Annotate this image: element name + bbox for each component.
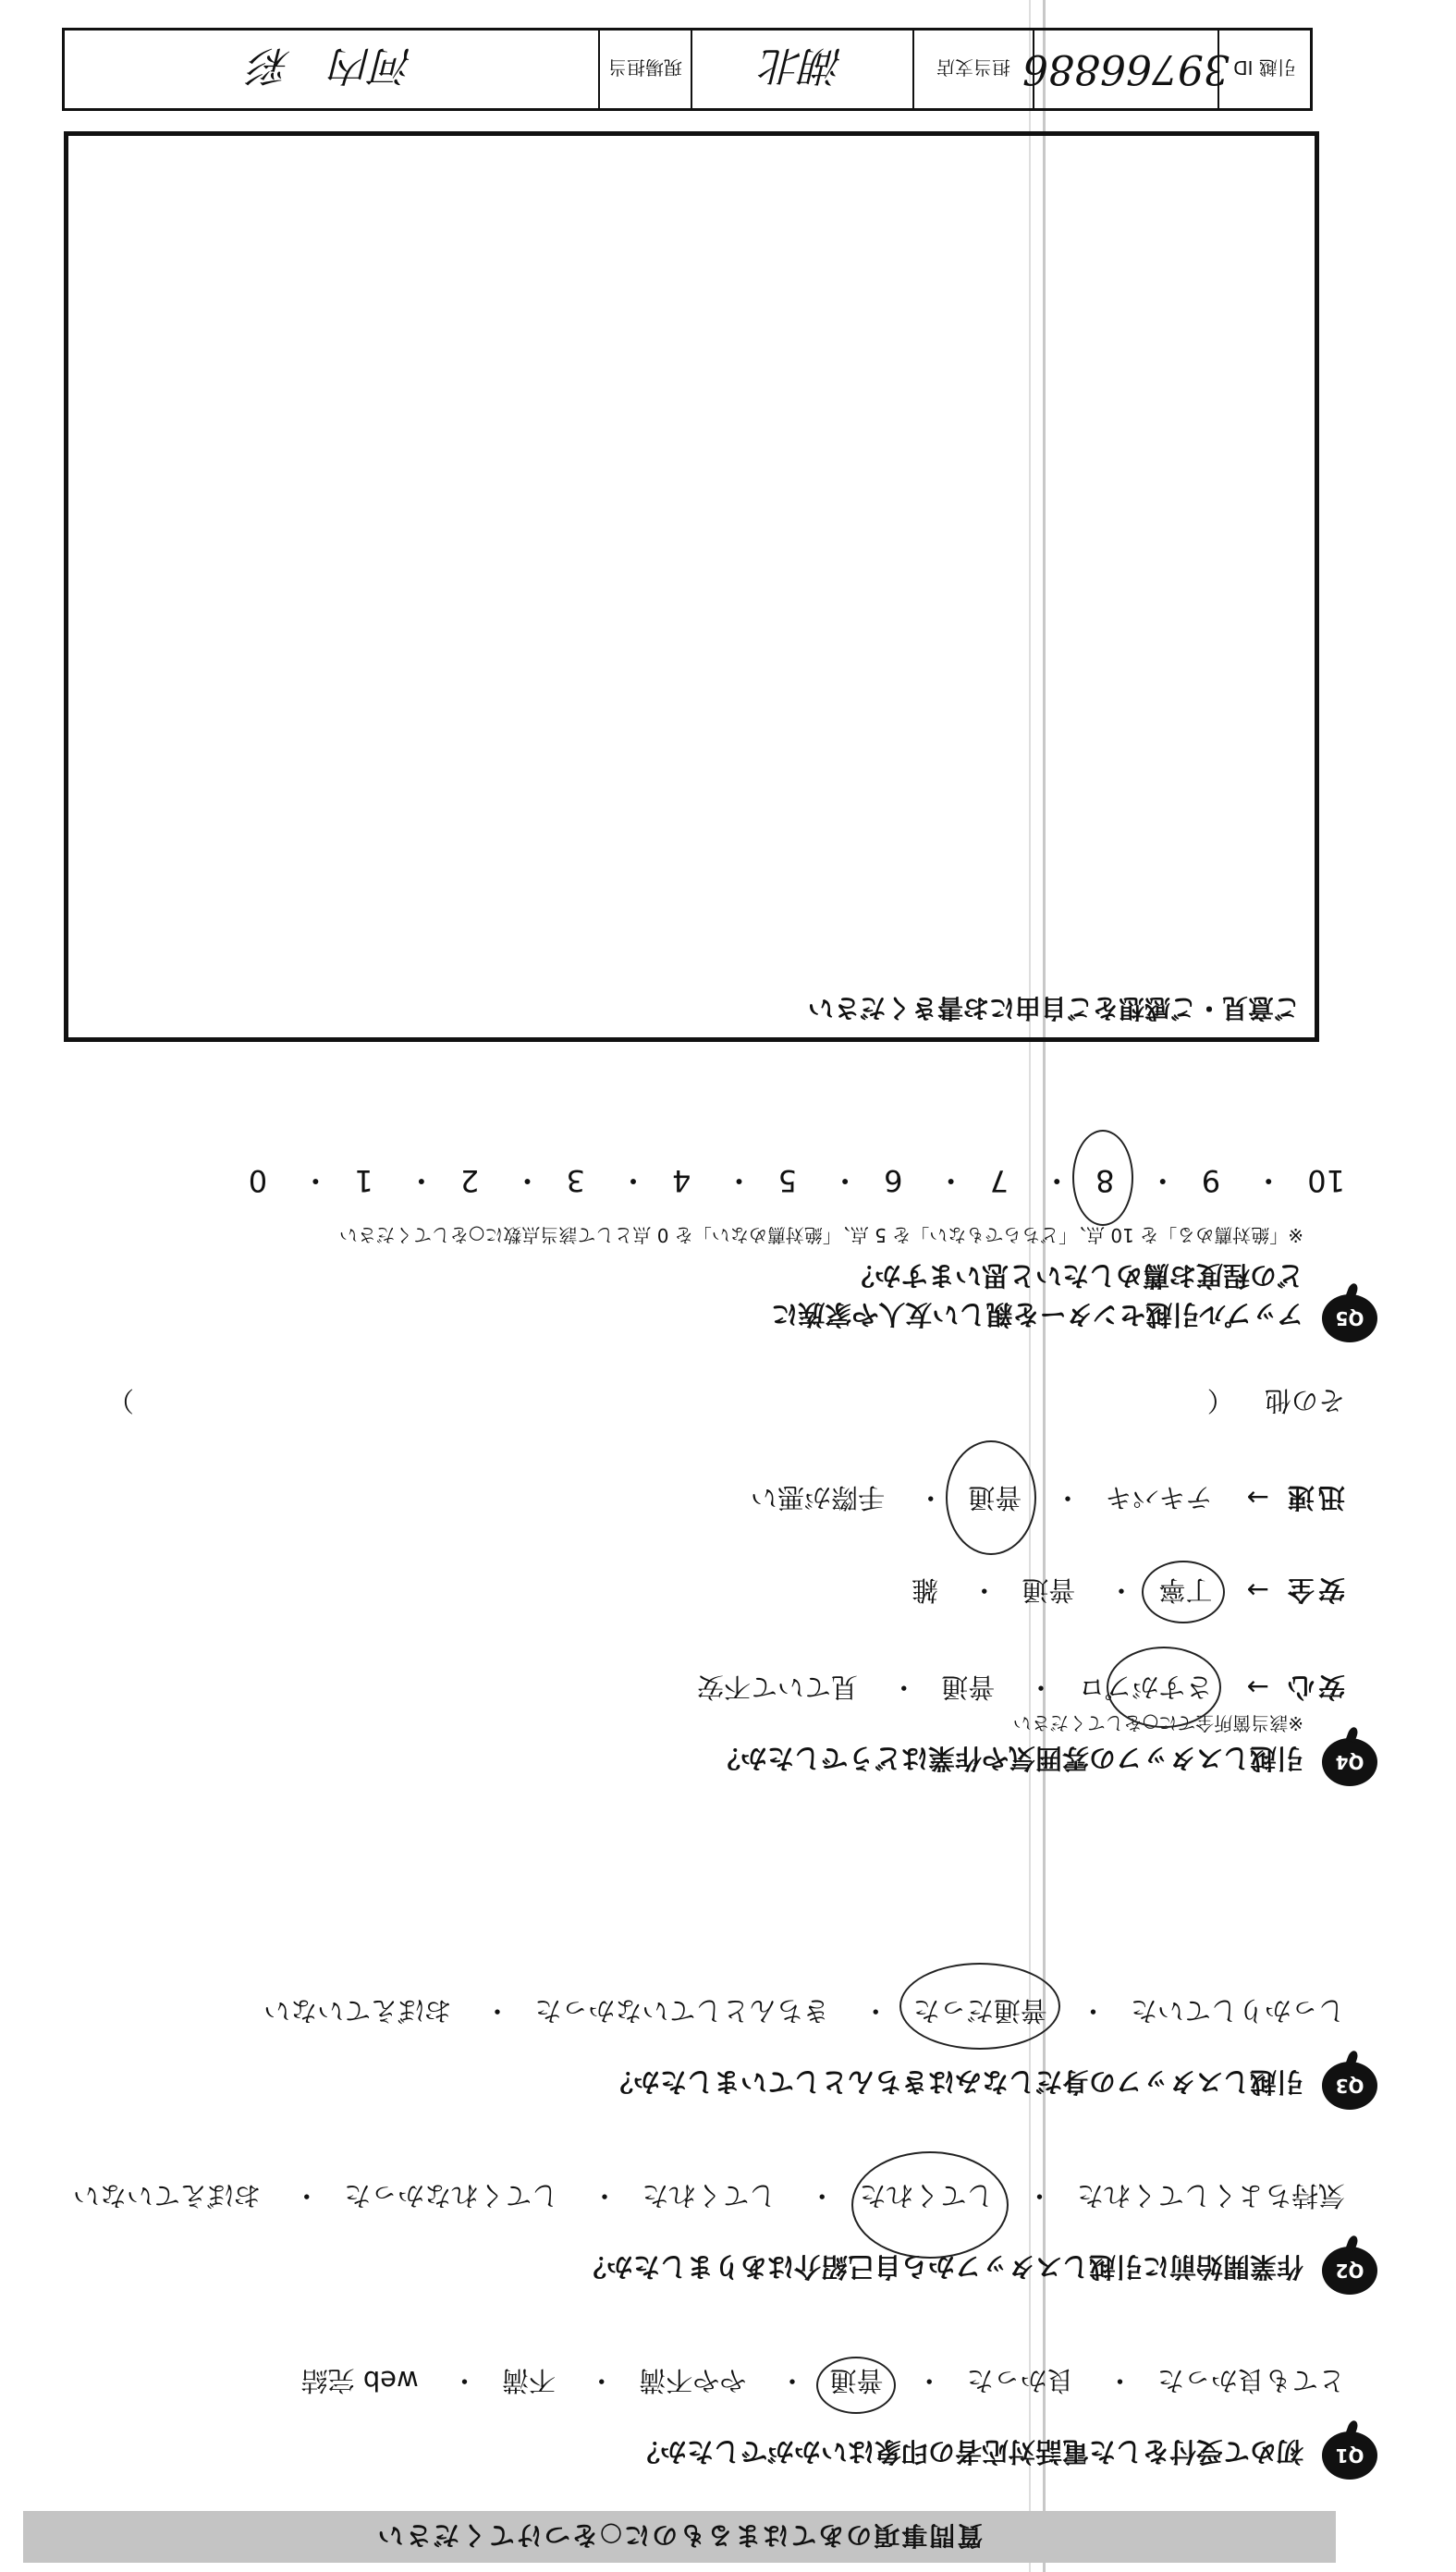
selection-circle	[1072, 1130, 1133, 1226]
q4-row-anzen: 安全→ 丁寧 ・ 普通・ 雑	[912, 1573, 1345, 1611]
score-option[interactable]: 0	[248, 1163, 268, 1198]
q4-row-anshin: 安心→ さすがプロ ・ 普通・ 見ていて不安	[697, 1670, 1345, 1708]
score-option[interactable]: 1	[354, 1163, 373, 1198]
branch-label: 担当支店	[912, 31, 1033, 108]
q3-option[interactable]: きちんとしていなかった	[534, 1995, 830, 2027]
q1-option[interactable]: 良かった	[966, 2365, 1074, 2396]
q4-option-selected[interactable]: さすがプロ	[1078, 1670, 1212, 1708]
q4-row-label: 迅速	[1283, 1482, 1345, 1513]
q4-text: 引越しスタッフの雰囲気や作業はどうでしたか？	[713, 1743, 1303, 1774]
score-option[interactable]: 10	[1307, 1163, 1345, 1198]
q4-row-label: 安心	[1283, 1672, 1345, 1703]
score-option[interactable]: 7	[989, 1163, 1009, 1198]
q5-text-line2: どの程度お薦めしたいと思いますか？	[847, 1260, 1303, 1292]
q2-text: 作業開始前に引越しスタッフから自己紹介はありましたか？	[579, 2251, 1303, 2283]
leader-value: 河内 彩	[250, 42, 413, 89]
q3-option[interactable]: しっかりしていた	[1130, 1995, 1345, 2027]
score-option[interactable]: 3	[566, 1163, 585, 1198]
q4-option-selected[interactable]: 普通	[968, 1480, 1022, 1518]
q2-options: 気持ちよくしてくれた・ してくれた ・ してくれた・ してくれなかった・ おぼえていない	[73, 2178, 1345, 2216]
q1-option-selected[interactable]: 普通	[829, 2363, 883, 2401]
q3-option-selected[interactable]: 普通だった	[913, 1993, 1047, 2031]
comment-box[interactable]	[64, 131, 1319, 1042]
q2-option[interactable]: おぼえていない	[72, 2180, 261, 2211]
q4-other-label: その他	[1264, 1385, 1345, 1416]
selection-circle	[946, 1440, 1036, 1555]
score-option[interactable]: 4	[672, 1163, 691, 1198]
branch-value: 湖北	[691, 31, 912, 108]
score-option-selected[interactable]: 8	[1095, 1163, 1114, 1198]
score-option[interactable]: 5	[777, 1163, 797, 1198]
selection-circle	[817, 2357, 897, 2414]
selection-circle	[899, 1963, 1060, 2050]
q2-option-selected[interactable]: してくれた	[860, 2178, 994, 2216]
q5-text-line1: アップル引越センターを親しい友人や家族に	[771, 1299, 1303, 1330]
info-table	[62, 28, 1313, 111]
id-value: 39766886	[1033, 31, 1217, 108]
q2-badge: Q2	[1322, 2247, 1377, 2295]
q4-option[interactable]: テキパキ	[1105, 1482, 1213, 1513]
q4-option-selected[interactable]: 丁寧	[1158, 1573, 1212, 1611]
q4-option[interactable]: 普通	[1022, 1574, 1076, 1606]
score-option[interactable]: 6	[884, 1163, 903, 1198]
q2-option[interactable]: してくれた	[642, 2180, 777, 2211]
q1-option[interactable]: とても良かった	[1156, 2365, 1345, 2396]
q4-other-open: （	[1206, 1385, 1234, 1416]
q5-note: ※「絶対薦める」を 10 点、「どちらでもない」を 5 点、「絶対薦めない」を 0 点として該当点数に○をしてください	[338, 1224, 1303, 1246]
q3-badge: Q3	[1322, 2062, 1377, 2110]
selection-circle	[1142, 1561, 1225, 1623]
instruction-header	[23, 2511, 1336, 2563]
q1-option[interactable]: web 完結	[300, 2365, 419, 2396]
score-option[interactable]: 9	[1201, 1163, 1221, 1198]
q3-option[interactable]: おぼえていない	[263, 1995, 452, 2027]
q4-option[interactable]: 雑	[911, 1574, 938, 1606]
q3-text: 引越しスタッフの身だしなみはきちんとしていましたか？	[606, 2066, 1303, 2098]
instruction-text: 質問事項のあてはまるものに○をつけてください	[375, 2520, 984, 2551]
q4-option[interactable]: 見ていて不安	[696, 1672, 858, 1703]
q1-option[interactable]: 不満	[501, 2365, 556, 2396]
q1-badge: Q1	[1322, 2431, 1377, 2480]
q4-badge: Q4	[1322, 1738, 1377, 1786]
q4-option[interactable]: 普通	[941, 1672, 996, 1703]
id-label: 引越 ID	[1217, 31, 1310, 108]
score-option[interactable]: 2	[459, 1163, 480, 1198]
q1-option[interactable]: やや不満	[639, 2365, 747, 2396]
selection-circle	[1107, 1647, 1221, 1728]
q4-note: ※該当箇所全てに○をしてください	[1012, 1712, 1303, 1734]
q4-row-jinsoku: 迅速→ テキパキ・ 普通 ・ 手際が悪い	[751, 1480, 1345, 1518]
comment-label: ご意見・ご感想をご自由にお書きください	[807, 993, 1300, 1023]
q4-other	[88, 1383, 1345, 1421]
q5-scale: 10・ 9・ 8 ・ 7・ 6・ 5・ 4・ 3・ 2・ 1・ 0	[249, 1161, 1345, 1204]
q1-options: とても良かった・ 良かった・ 普通 ・ やや不満・ 不満・ web 完結	[301, 2363, 1345, 2401]
q4-other-close: ）	[106, 1385, 134, 1416]
q1-text: 初めて受付をした電話対応者の印象はいかがでしたか？	[632, 2436, 1303, 2468]
q4-option[interactable]: 手際が悪い	[750, 1482, 885, 1513]
q5-badge: Q5	[1322, 1294, 1377, 1342]
q2-option[interactable]: 気持ちよくしてくれた	[1076, 2180, 1345, 2211]
q2-option[interactable]: してくれなかった	[344, 2180, 559, 2211]
q3-options: しっかりしていた・ 普通だった ・ きちんとしていなかった・ おぼえていない	[263, 1993, 1345, 2031]
selection-circle	[851, 2151, 1009, 2259]
q4-row-label: 安全	[1283, 1574, 1345, 1606]
leader-label: 現場担当	[598, 31, 691, 108]
